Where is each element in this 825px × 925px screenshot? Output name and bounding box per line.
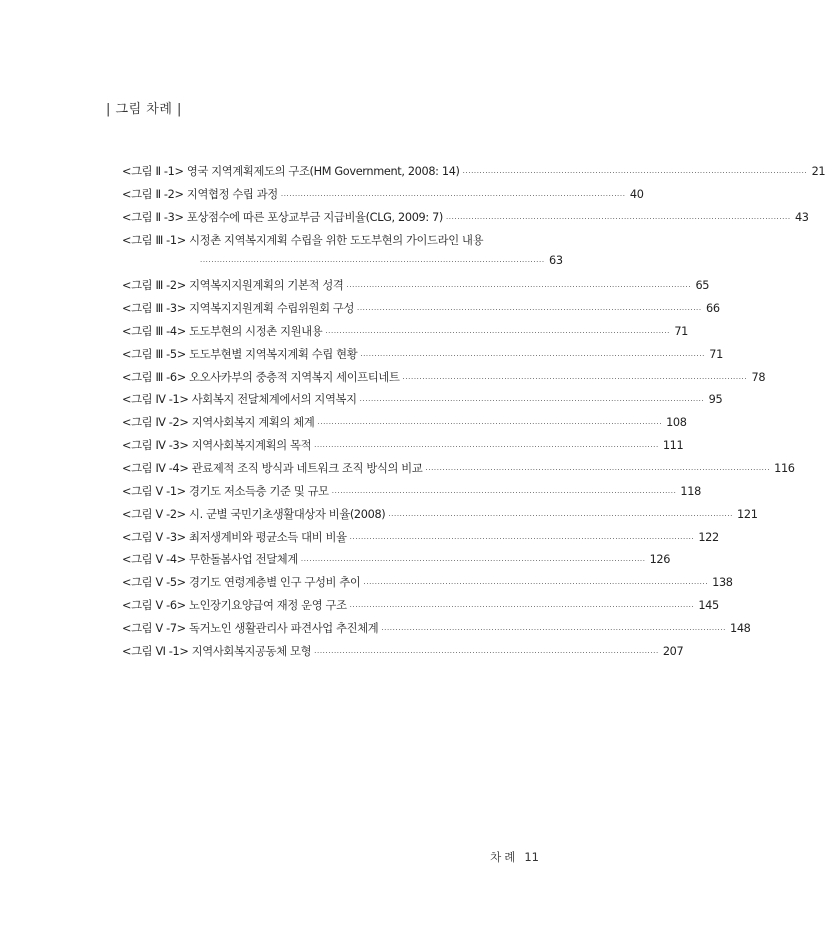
toc-entry[interactable] (122, 483, 701, 506)
entry-title: 지역복지지원계획의 기본적 성격 (189, 279, 344, 293)
entry-title: 도도부현별 지역복지계획 수립 현황 (189, 347, 358, 361)
dot-leader (403, 375, 748, 383)
entry-page: 148 (730, 621, 751, 635)
entry-label: <그림 Ⅴ -5> (122, 576, 186, 590)
dot-leader (350, 603, 695, 611)
entry-page: 63 (548, 254, 563, 268)
dot-leader (281, 192, 626, 200)
toc-entry[interactable] (122, 506, 758, 529)
entry-page: 43 (794, 210, 809, 224)
toc-entry[interactable] (122, 209, 809, 232)
entry-page: 126 (649, 553, 671, 567)
toc-entry[interactable] (122, 574, 733, 597)
toc-entry[interactable] (122, 186, 644, 209)
entry-label: <그림 Ⅳ -4> (122, 461, 189, 475)
entry-label: <그림 Ⅲ -5> (122, 347, 186, 361)
dot-leader (446, 215, 791, 223)
entry-title: 사회복지 전달체계에서의 지역복지 (191, 393, 357, 407)
footer-label: 차례 (490, 850, 519, 864)
dot-leader (360, 397, 705, 405)
toc-entry[interactable] (122, 346, 723, 369)
entry-page: 145 (698, 599, 719, 613)
section-title: | 그림 차례 | (106, 102, 182, 117)
entry-label: <그림 Ⅲ -3> (122, 302, 186, 316)
entry-label: <그림 Ⅴ -3> (122, 530, 186, 544)
entry-title: 관료제적 조직 방식과 네트워크 조직 방식의 비교 (191, 461, 423, 475)
entry-title: 도도부현의 시정촌 지원내용 (189, 324, 323, 338)
entry-title: 오오사카부의 중층적 지역복지 세이프티네트 (189, 370, 400, 384)
entry-title: 지역사회복지계획의 목적 (191, 439, 312, 453)
dot-leader (381, 626, 726, 634)
entry-label: <그림 Ⅴ -4> (122, 553, 186, 567)
dot-leader (200, 258, 545, 266)
toc-entry[interactable] (122, 277, 710, 300)
entry-page: 121 (737, 507, 758, 521)
entry-page: 138 (712, 576, 733, 590)
entry-label: <그림 Ⅱ -3> (122, 210, 184, 224)
dot-leader (388, 512, 733, 520)
dot-leader (314, 649, 659, 657)
page-number: 11 (524, 850, 539, 864)
entry-title: 포상점수에 따른 포상교부금 지급비율(CLG, 2009: 7) (186, 210, 443, 224)
toc-entry[interactable] (122, 437, 684, 460)
entry-title: 무한돌봄사업 전달체계 (189, 553, 298, 567)
entry-label: <그림 Ⅲ -2> (122, 279, 186, 293)
toc-entry[interactable] (122, 414, 687, 437)
dot-leader (350, 535, 695, 543)
entry-label: <그림 Ⅵ -1> (122, 644, 189, 658)
entry-page: 118 (680, 484, 701, 498)
toc-entry[interactable] (122, 391, 723, 414)
entry-page: 71 (709, 347, 723, 361)
entry-page: 65 (695, 279, 710, 293)
dot-leader (314, 443, 659, 451)
dot-leader (332, 489, 677, 497)
entry-page: 116 (774, 461, 795, 475)
toc-entry[interactable] (122, 163, 825, 186)
entry-label: <그림 Ⅴ -1> (122, 484, 186, 498)
dot-leader (363, 580, 708, 588)
toc-entry[interactable] (122, 620, 751, 643)
dot-leader (346, 283, 691, 291)
entry-label: <그림 Ⅴ -7> (122, 621, 186, 635)
entry-title: 시정촌 지역복지계획 수립을 위한 도도부현의 가이드라인 내용 (189, 233, 484, 247)
entry-page: 78 (751, 370, 766, 384)
toc-entry[interactable] (122, 460, 795, 483)
entry-title: 경기도 연령계층별 인구 구성비 추이 (189, 576, 361, 590)
entry-title: 지역협정 수립 과정 (186, 187, 278, 201)
toc-entry[interactable] (122, 300, 720, 323)
entry-label: <그림 Ⅳ -3> (122, 439, 189, 453)
dot-leader (425, 466, 770, 474)
entry-title: 지역사회복지 계획의 체계 (191, 416, 315, 430)
entry-page: 122 (698, 530, 719, 544)
figure-list (122, 163, 825, 666)
entry-title: 독거노인 생활관리사 파견사업 추진체계 (189, 621, 379, 635)
entry-title: 지역사회복지공동체 모형 (191, 644, 312, 658)
entry-label: <그림 Ⅳ -2> (122, 416, 189, 430)
entry-title: 지역복지지원계획 수립위원회 구성 (189, 302, 355, 316)
entry-page: 111 (662, 439, 684, 453)
entry-page: 21 (811, 165, 825, 178)
entry-label: <그림 Ⅱ -1> (122, 165, 184, 178)
entry-title: 시. 군별 국민기초생활대상자 비율(2008) (189, 507, 386, 521)
entry-page: 40 (629, 187, 644, 201)
toc-entry[interactable] (122, 529, 719, 552)
toc-entry-continuation[interactable] (122, 254, 563, 277)
entry-title: 최저생계비와 평균소득 대비 비율 (189, 530, 347, 544)
toc-entry[interactable] (122, 643, 684, 666)
entry-label: <그림 Ⅴ -6> (122, 599, 186, 613)
dot-leader (301, 557, 646, 565)
entry-title: 경기도 저소득층 기준 및 규모 (189, 484, 329, 498)
page-footer (490, 849, 539, 865)
entry-page: 95 (708, 393, 723, 407)
toc-entry[interactable] (122, 597, 719, 620)
entry-page: 66 (706, 302, 720, 316)
entry-page: 71 (674, 324, 689, 338)
entry-label: <그림 Ⅱ -2> (122, 187, 184, 201)
entry-label: <그림 Ⅳ -1> (122, 393, 189, 407)
toc-entry[interactable] (122, 551, 671, 574)
dot-leader (360, 352, 705, 360)
entry-page: 108 (666, 416, 687, 430)
dot-leader (325, 329, 670, 337)
entry-title: 영국 지역계획제도의 구조(HM Government, 2008: 14) (186, 165, 460, 178)
entry-label: <그림 Ⅲ -4> (122, 324, 186, 338)
entry-label: <그림 Ⅲ -6> (122, 370, 186, 384)
entry-page: 207 (662, 644, 684, 658)
toc-entry[interactable] (122, 369, 766, 392)
toc-entry[interactable] (122, 323, 689, 346)
entry-label: <그림 Ⅴ -2> (122, 507, 186, 521)
entry-label: <그림 Ⅲ -1> (122, 233, 186, 247)
dot-leader (463, 169, 808, 177)
dot-leader (317, 420, 662, 428)
entry-title: 노인장기요양급여 재정 운영 구조 (189, 599, 347, 613)
toc-entry[interactable] (122, 232, 542, 255)
dot-leader (357, 306, 702, 314)
